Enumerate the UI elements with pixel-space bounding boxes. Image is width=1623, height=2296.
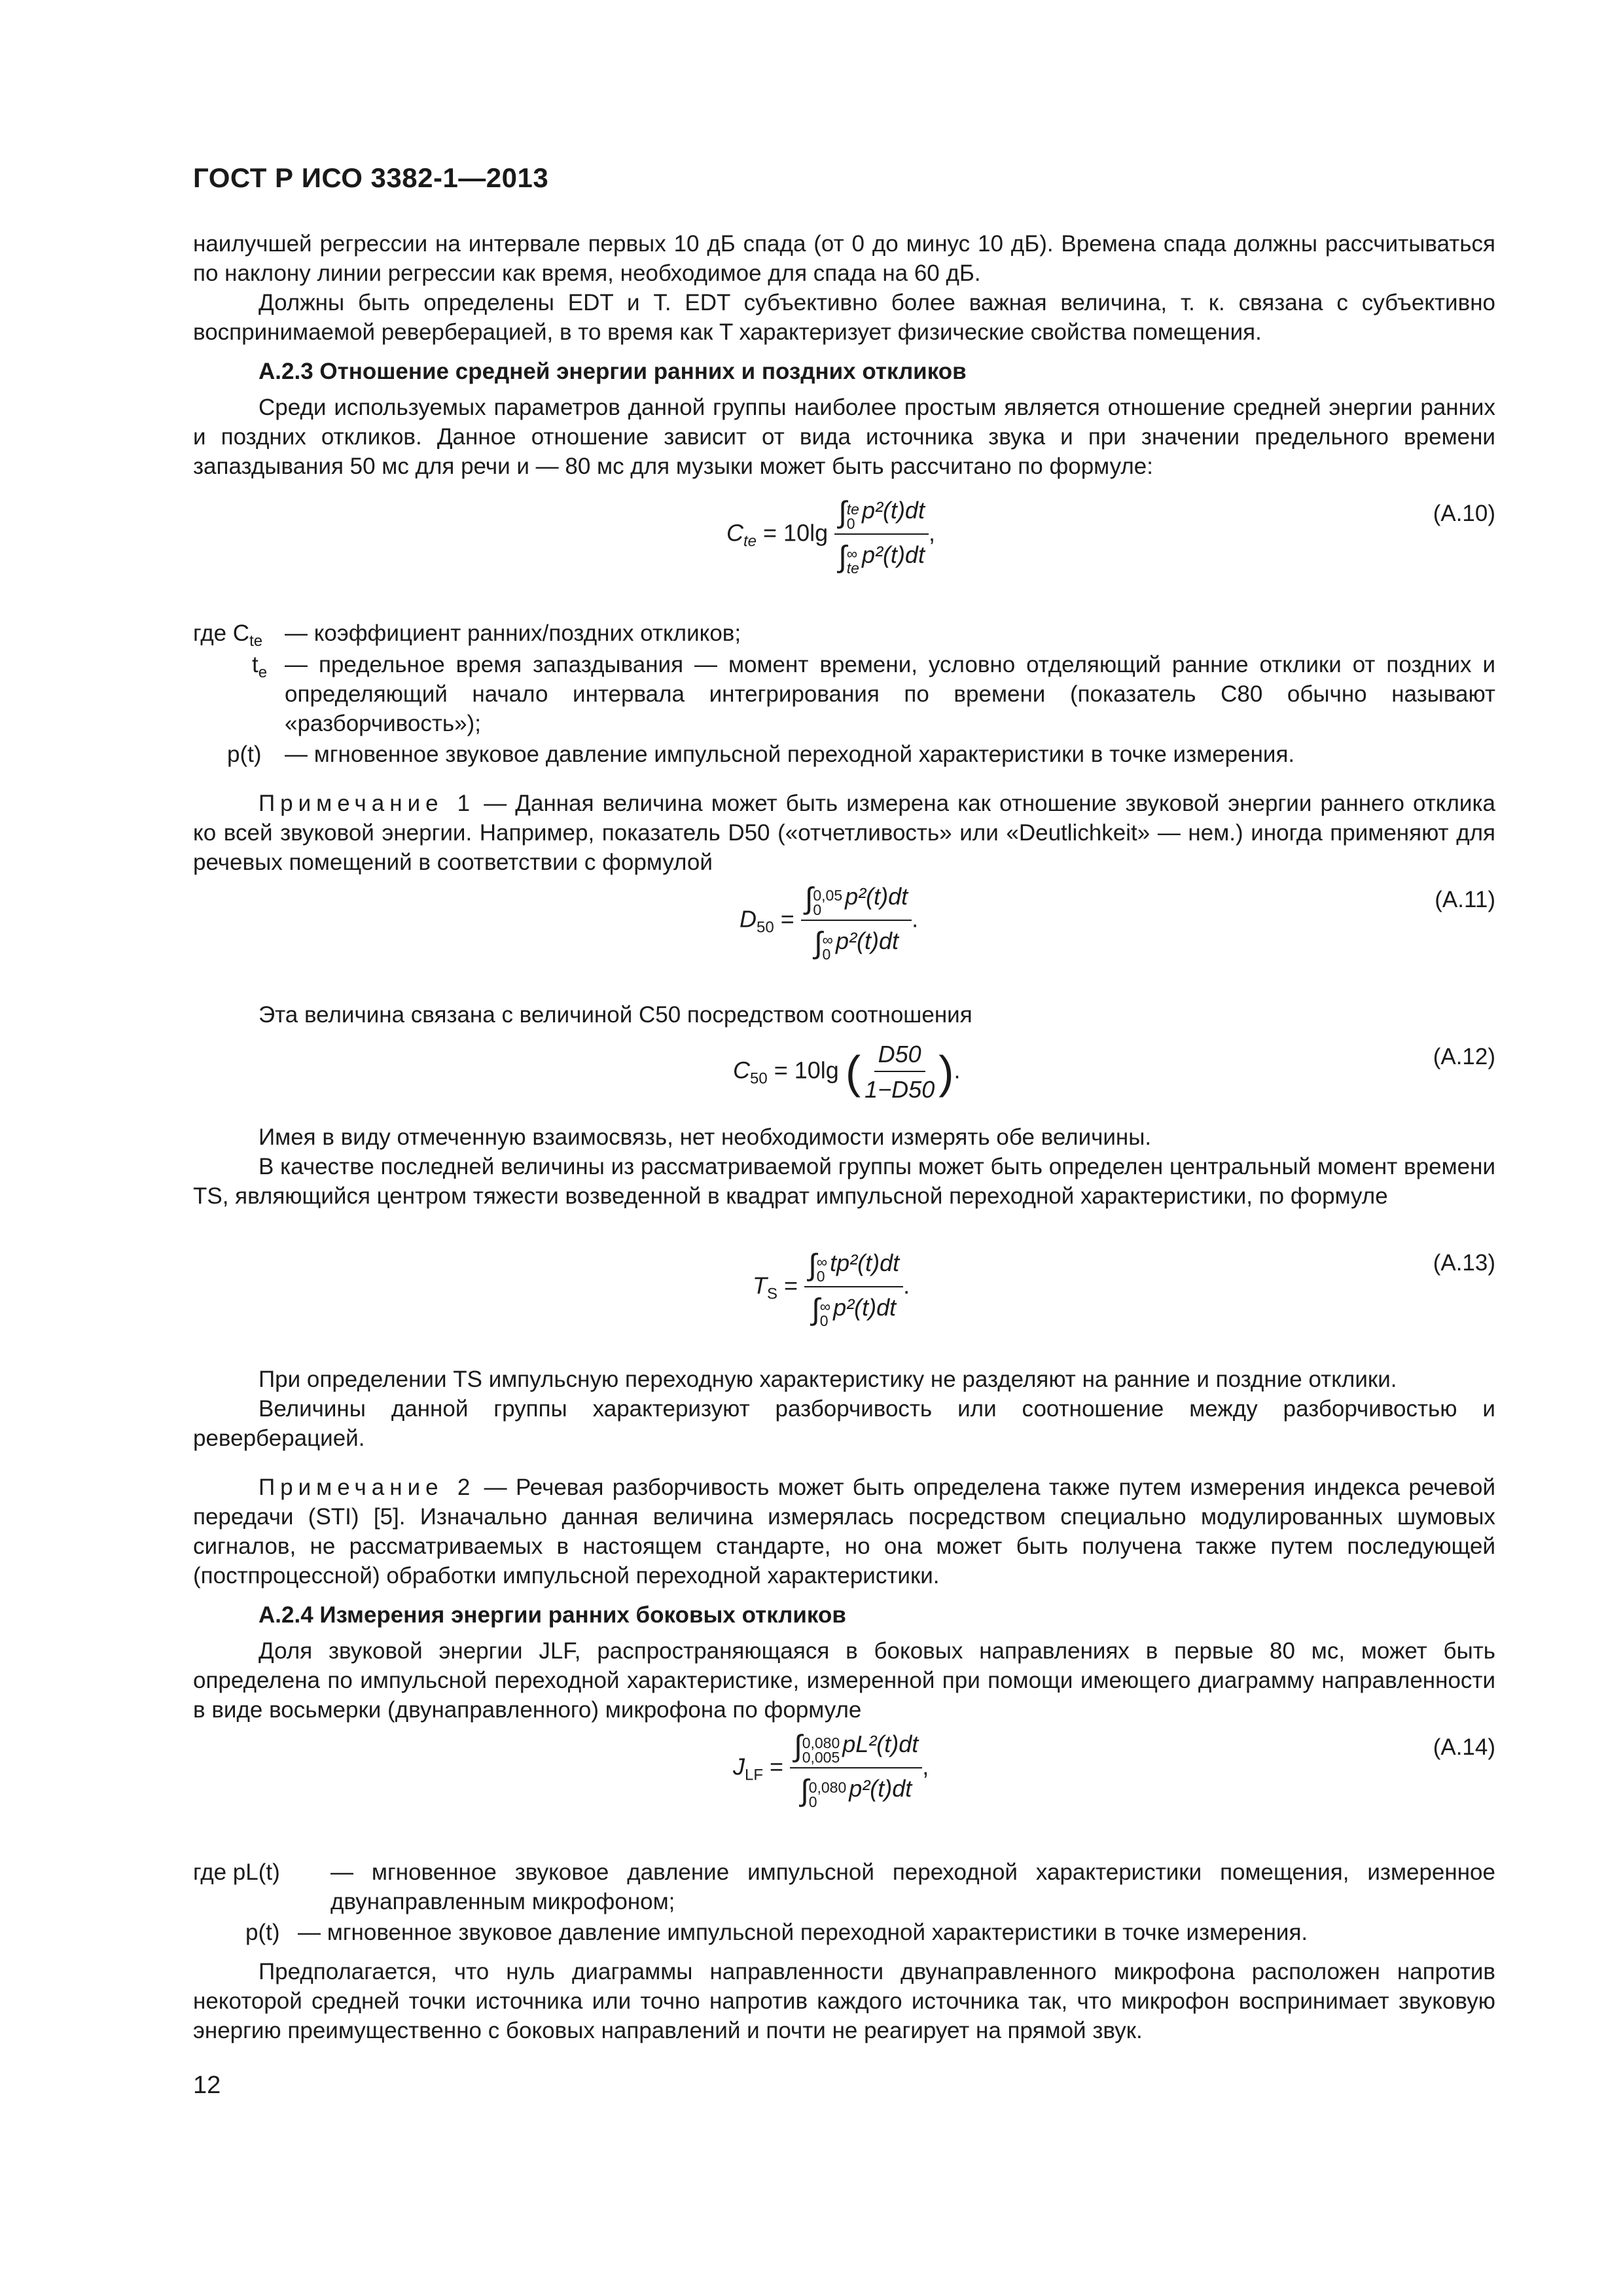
document-header: ГОСТ Р ИСО 3382-1—2013 xyxy=(193,162,549,193)
equation-number: (А.11) xyxy=(1435,887,1495,912)
eq-lhs: T xyxy=(753,1272,767,1299)
definition-term-sub: e xyxy=(258,664,268,681)
int-body: p²(t)dt xyxy=(833,1294,897,1321)
int-upper: ∞ xyxy=(822,931,833,948)
definition-term: где C xyxy=(193,620,250,646)
note-text: — Речевая разборчивость может быть определена также путем измерения индекса речевой передачи (STI) [5]. Изначально данная величина измерялась посредством специально модулированных шумовых сигналов, не рассматриваемых в настоящем стандарте, но она может быть получена также путем последующей (постпроцессной) обработки импульсной переходной характеристики. xyxy=(193,1475,1495,1588)
eq-denominator: ∫ 0,080 0 p²(t)dt xyxy=(800,1773,912,1810)
paragraph: Имея в виду отмеченную взаимосвязь, нет необходимости измерять обе величины. xyxy=(259,1124,1152,1150)
int-lower: 0 xyxy=(816,1268,825,1285)
eq-denominator: ∫ ∞ 0 p²(t)dt xyxy=(813,925,899,963)
int-upper: ∞ xyxy=(846,545,858,562)
eq-numerator: ∫ 0,080 0,005 pL²(t)dt xyxy=(790,1728,922,1768)
eq-tail: , xyxy=(922,1753,929,1780)
int-lower: 0,005 xyxy=(802,1749,840,1766)
int-lower: 0 xyxy=(808,1793,817,1810)
equation-a13 xyxy=(753,1247,910,1328)
eq-tail: , xyxy=(928,519,935,547)
int-upper: te xyxy=(846,501,859,518)
paragraph: Доля звуковой энергии JLF, распространяющаяся в боковых направлениях в первые 80 мс, может быть определена по импульсной переходной характеристике, измеренной при помощи имеющего диаграмму направленности в виде восьмерки (двунаправленного) микрофона по формуле xyxy=(193,1638,1495,1723)
int-lower: te xyxy=(846,560,859,577)
int-body: p²(t)dt xyxy=(835,927,899,954)
eq-factor: = xyxy=(780,905,794,933)
eq-tail: . xyxy=(903,1272,910,1299)
eq-tail: . xyxy=(954,1056,961,1084)
paragraph: Среди используемых параметров данной группы наиболее простым является отношение средней энергии ранних и поздних откликов. Данное отношение зависит от вида источника звука и при значении предельного времени запаздывания 50 мс для речи и — 80 мс для музыки может быть рассчитано по формуле: xyxy=(193,395,1495,479)
definition-row xyxy=(193,1918,1495,1947)
int-lower: 0 xyxy=(813,901,822,918)
int-body: p²(t)dt xyxy=(849,1775,912,1802)
eq-lhs: J xyxy=(733,1753,745,1780)
definition-body: — мгновенное звуковое давление импульсной переходной характеристики помещения, измеренное двунаправленным микрофоном; xyxy=(330,1859,1495,1914)
int-upper: 0,080 xyxy=(808,1779,847,1796)
paragraph: Предполагается, что нуль диаграммы направленности двунаправленного микрофона расположен напротив некоторой средней точки источника или точно напротив каждого источника так, что микрофон воспринимает звуковую энергию преимущественно с боковых направлений и почти не реагирует на прямой звук. xyxy=(193,1959,1495,2043)
eq-numerator: ∫ 0,05 0 p²(t)dt xyxy=(801,880,912,921)
eq-lhs: D xyxy=(740,905,757,933)
eq-factor: = xyxy=(770,1753,784,1780)
int-upper: ∞ xyxy=(819,1298,831,1315)
definition-row xyxy=(193,740,1495,769)
paragraph: Величины данной группы характеризуют разборчивость или соотношение между разборчивостью и реверберацией. xyxy=(193,1396,1495,1451)
eq-lhs-sub: S xyxy=(767,1285,778,1303)
eq-denominator: ∫ ∞ te p²(t)dt xyxy=(838,539,925,577)
int-upper: 0,05 xyxy=(813,887,843,904)
equation-a10 xyxy=(726,494,935,575)
paragraph: наилучшей регрессии на интервале первых 10 дБ спада (от 0 до минус 10 дБ). Времена спада должны рассчитываться по наклону линии регрессии как время, необходимое для спада на 60 дБ. xyxy=(193,231,1495,286)
eq-fraction xyxy=(801,880,912,961)
eq-fraction xyxy=(790,1728,922,1809)
eq-fraction xyxy=(861,1041,938,1103)
section-heading: А.2.4 Измерения энергии ранних боковых откликов xyxy=(259,1602,846,1628)
eq-numerator: ∫ te 0 p²(t)dt xyxy=(834,494,929,535)
paragraph: При определении TS импульсную переходную характеристику не разделяют на ранние и поздние отклики. xyxy=(259,1367,1397,1392)
eq-lhs-sub: 50 xyxy=(757,918,774,937)
definition-term: где pL(t) xyxy=(193,1859,280,1885)
eq-factor: = 10lg xyxy=(774,1056,839,1084)
definition-term: p(t) xyxy=(227,742,262,767)
eq-fraction xyxy=(804,1247,903,1328)
eq-factor: = xyxy=(784,1272,798,1299)
int-body: p²(t)dt xyxy=(861,541,925,568)
definition-body: — мгновенное звуковое давление импульсной переходной характеристики в точке измерения. xyxy=(285,742,1295,767)
eq-factor: = 10lg xyxy=(763,519,829,547)
section-heading: А.2.3 Отношение средней энергии ранних и поздних откликов xyxy=(259,359,967,384)
int-body: tp²(t)dt xyxy=(830,1249,900,1276)
eq-lhs-sub: 50 xyxy=(750,1069,768,1088)
int-lower: 0 xyxy=(819,1312,829,1329)
note-label: Примечание 2 xyxy=(259,1475,476,1500)
equation-number: (А.14) xyxy=(1433,1734,1495,1760)
int-upper: ∞ xyxy=(816,1253,828,1270)
int-lower: 0 xyxy=(822,946,831,963)
eq-lhs: C xyxy=(726,519,743,547)
equation-a11 xyxy=(740,880,918,961)
equation-number: (А.12) xyxy=(1433,1044,1495,1069)
definition-row xyxy=(193,619,1495,648)
definition-term-sub: te xyxy=(249,632,263,650)
equation-number: (А.13) xyxy=(1433,1250,1495,1276)
paragraph: В качестве последней величины из рассматриваемой группы может быть определен центральный момент времени TS, являющийся центром тяжести возведенной в квадрат импульсной переходной характеристики, по формуле xyxy=(193,1154,1495,1209)
int-body: pL²(t)dt xyxy=(842,1731,919,1757)
definition-body: — мгновенное звуковое давление импульсной переходной характеристики в точке измерения. xyxy=(298,1920,1308,1945)
int-lower: 0 xyxy=(846,515,855,532)
equation-a14 xyxy=(733,1728,929,1809)
note xyxy=(193,789,1495,877)
int-upper: 0,080 xyxy=(802,1734,840,1751)
paragraph: Должны быть определены EDT и T. EDT субъективно более важная величина, т. к. связана с субъективно воспринимаемой реверберацией, в то время как T характеризует физические свойства помещения. xyxy=(193,290,1495,345)
eq-numerator: ∫ ∞ 0 tp²(t)dt xyxy=(804,1247,903,1287)
note-label: Примечание 1 xyxy=(259,791,476,816)
note xyxy=(193,1473,1495,1590)
definition-row xyxy=(193,650,1495,738)
definition-term: p(t) xyxy=(245,1920,280,1945)
eq-lhs: C xyxy=(733,1056,750,1084)
eq-fraction xyxy=(834,494,929,575)
definition-body: — предельное время запаздывания — момент времени, условно отделяющий ранние отклики от поздних и определяющий начало интервала интегрирования по времени (показатель C80 обычно называют «разборчивость»); xyxy=(285,652,1495,736)
eq-lhs-sub: te xyxy=(743,532,757,550)
equation-a12: $C_{50} = 10\lg$ ( $\frac{D50}{1-D50}$ ). xyxy=(733,1041,961,1103)
eq-denominator: ∫ ∞ 0 p²(t)dt xyxy=(812,1292,897,1329)
int-body: p²(t)dt xyxy=(845,883,908,910)
page-number: 12 xyxy=(193,2072,221,2099)
eq-numerator: D50 xyxy=(874,1041,925,1072)
definition-body: — коэффициент ранних/поздних откликов; xyxy=(285,620,741,646)
paragraph: Эта величина связана с величиной C50 посредством соотношения xyxy=(259,1002,972,1028)
eq-tail: . xyxy=(912,905,919,933)
equation-number: (А.10) xyxy=(1433,501,1495,526)
eq-denominator: 1−D50 xyxy=(865,1076,935,1103)
int-body: p²(t)dt xyxy=(861,497,925,524)
definition-term: t xyxy=(252,652,259,677)
definition-row xyxy=(193,1857,1495,1916)
eq-lhs-sub: LF xyxy=(745,1766,764,1784)
note-text: — Данная величина может быть измерена как отношение звуковой энергии раннего отклика ко всей звуковой энергии. Например, показатель D50 («отчетливость» или «Deutlichkeit» — нем.) иногда применяют для речевых помещений в соответствии с формулой xyxy=(193,791,1495,875)
